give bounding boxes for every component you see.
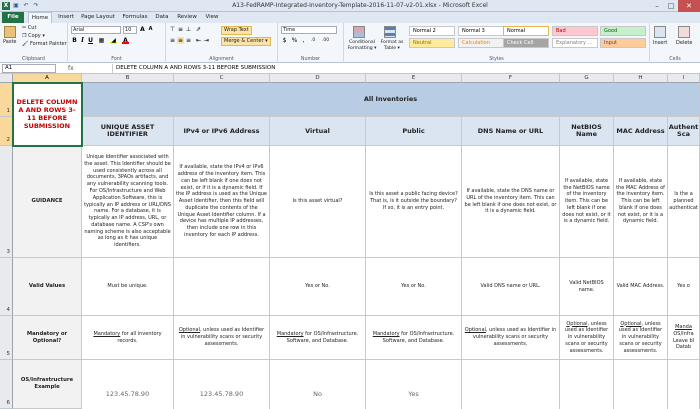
mandatory-cell[interactable] — [270, 316, 366, 360]
conditional-formatting-icon — [353, 26, 365, 38]
valid-values-cell[interactable] — [174, 258, 270, 316]
example-cell[interactable] — [668, 360, 700, 409]
mandatory-keyword: Mandatory — [93, 330, 121, 337]
undo-icon[interactable]: ↶ — [23, 2, 29, 9]
column-header-c[interactable]: C — [174, 74, 270, 83]
excel-logo-icon: X — [3, 2, 9, 9]
cut-button[interactable]: ✂ Cut — [22, 25, 37, 31]
maximize-icon[interactable]: □ — [667, 2, 675, 10]
example-cell[interactable] — [462, 360, 560, 409]
mandatory-detail: for OS/Infrastructure. Software, and Database. — [286, 330, 359, 344]
paste-button[interactable]: Paste — [3, 39, 17, 45]
guidance-cell[interactable]: Is this asset virtual? — [270, 146, 366, 258]
fill-color-icon[interactable]: ◢ — [111, 37, 116, 44]
window-controls — [650, 0, 700, 12]
column-header-h[interactable]: H — [614, 74, 668, 83]
merge-center-button[interactable]: Merge & Center ▾ — [221, 37, 271, 46]
copy-button[interactable]: ❐ Copy ▾ — [22, 33, 45, 39]
mandatory-cell[interactable] — [668, 316, 700, 360]
cell-style-check-cell[interactable]: Check Cell — [503, 38, 549, 48]
cell-style-neutral[interactable]: Neutral — [409, 38, 455, 48]
example-cell[interactable]: Yes — [366, 360, 462, 409]
cell-style-calculation[interactable]: Calculation — [458, 38, 504, 48]
quick-access-toolbar — [2, 1, 40, 11]
mandatory-cell[interactable] — [82, 316, 174, 360]
mandatory-cell[interactable] — [614, 316, 668, 360]
mandatory-text — [368, 331, 459, 345]
styles-group — [344, 23, 650, 63]
mandatory-text — [464, 327, 557, 347]
row-header-3[interactable]: 3 — [0, 146, 13, 258]
save-icon[interactable]: ▣ — [13, 2, 19, 9]
mandatory-detail: , unless used as Identifier in vulnerability scans or security assessments. — [564, 320, 609, 354]
redo-icon[interactable]: ↷ — [33, 2, 39, 9]
align-top-icon[interactable]: ⊤ — [169, 26, 176, 33]
mandatory-keyword: Mandatory — [276, 330, 304, 337]
copy-icon: ❐ — [22, 33, 27, 39]
column-header-g[interactable]: G — [560, 74, 614, 83]
bold-icon[interactable]: B — [72, 37, 77, 44]
decrease-decimal-button[interactable]: .00 — [322, 38, 330, 43]
valid-values-cell[interactable]: Yes or No. — [366, 258, 462, 316]
number-group-label: Number — [300, 57, 321, 62]
column-heading[interactable]: MAC Address — [614, 117, 668, 146]
cell-style-input[interactable]: Input — [600, 38, 646, 48]
mandatory-keyword: Optional — [464, 327, 486, 334]
mandatory-keyword: Optional — [178, 327, 200, 334]
align-left-icon[interactable]: ≡ — [169, 37, 176, 44]
tab-formulas[interactable]: Formulas — [122, 14, 148, 20]
row-header-6[interactable]: 6 — [0, 360, 13, 409]
select-all-corner[interactable] — [0, 74, 13, 83]
column-header-b[interactable]: B — [82, 74, 174, 83]
align-bottom-icon[interactable]: ⊥ — [185, 26, 192, 33]
guidance-cell[interactable]: If available, state the IPv4 or IPv6 address of the inventory item. This can be left blank if one does not exist, or if it is a dynamic field. If the IP address is used as the Unique Asset Identifier, then this field will duplicate the contents of the Unique Asset Identifier column. If a device has multiple IP addresses, then include one row in this inventory for each IP address. — [174, 146, 270, 258]
font-group — [68, 23, 166, 63]
number-group — [278, 23, 344, 63]
column-heading[interactable]: IPv4 or IPv6 Address — [174, 117, 270, 146]
scissors-icon: ✂ — [22, 25, 27, 31]
example-cell[interactable]: 123.45.78.90 — [174, 360, 270, 409]
wrap-text-button[interactable]: Wrap Text — [221, 26, 252, 35]
mandatory-text — [562, 321, 611, 355]
italic-icon[interactable]: I — [81, 37, 84, 44]
insert-cells-button[interactable]: Insert — [653, 40, 668, 46]
mandatory-keyword: Manda — [675, 323, 692, 330]
mandatory-text — [84, 331, 171, 345]
example-cell[interactable] — [614, 360, 668, 409]
mandatory-keyword: Optional — [566, 320, 588, 327]
paste-icon[interactable] — [4, 26, 16, 38]
row-header-5[interactable]: 5 — [0, 316, 13, 360]
brush-icon: 🖌 — [22, 41, 29, 47]
tab-view[interactable]: View — [205, 14, 219, 20]
currency-icon[interactable]: $ — [282, 37, 287, 44]
column-heading[interactable]: Public — [366, 117, 462, 146]
align-middle-icon[interactable]: ≡ — [177, 26, 184, 33]
clipboard-group-label: Clipboard — [22, 57, 45, 62]
mandatory-detail: for OS/Infrastructure. Software, and Database. — [382, 330, 455, 344]
window-title: A13-FedRAMP-Integrated-Inventory-Template-2016-11-07-v2-01.xlsx - Microsoft Excel — [232, 2, 488, 9]
formula-input[interactable]: DELETE COLUMN A AND ROWS 3-11 BEFORE SUBMISSION — [112, 64, 692, 73]
mandatory-keyword: Optional — [620, 320, 642, 327]
cells-group — [650, 23, 700, 63]
mandatory-detail: OS/Infra Leave bl Datab — [672, 330, 695, 351]
font-group-label: Font — [111, 57, 122, 62]
percent-button[interactable]: % — [291, 37, 298, 44]
cell-style-normal[interactable]: Normal — [503, 26, 549, 36]
tab-data[interactable]: Data — [155, 14, 169, 20]
guidance-cell[interactable]: Unique Identifier associated with the asset. This Identifier should be used consistently across all documents, 3PAOs artifacts, and any vulnerability scanning tools. For OS/Infrastructure and Web Application Software, this is typically an IP address or URL/DNS name. For a database, it is typically an IP address, URL, or database name. A CSP's own naming scheme is also acceptable as long as it has unique identifiers. — [82, 146, 174, 258]
guidance-label[interactable]: GUIDANCE — [13, 146, 82, 258]
valid-values-cell[interactable]: Valid MAC Address. — [614, 258, 668, 316]
guidance-cell[interactable]: If available, state the NetBIOS name of the inventory item. This can be left blank if one does not exist, or it is a dynamic field. — [560, 146, 614, 258]
row-header-1[interactable]: 1 — [0, 83, 13, 117]
title-bar — [0, 0, 700, 12]
shrink-font-icon[interactable]: A — [148, 26, 153, 32]
guidance-cell[interactable]: If available, state the MAC Address of the inventory item. This can be left blank if one does not exist, or it is a dynamic field. — [614, 146, 668, 258]
valid-values-cell[interactable]: Valid DNS name or URL. — [462, 258, 560, 316]
example-cell[interactable]: 123.45.78.90 — [82, 360, 174, 409]
column-heading[interactable]: NetBIOS Name — [560, 117, 614, 146]
column-heading[interactable]: Virtual — [270, 117, 366, 146]
worksheet-grid[interactable] — [0, 74, 700, 409]
comma-button[interactable]: , — [302, 37, 305, 44]
guidance-cell[interactable]: Is the a planned authenticat — [668, 146, 700, 258]
column-header-a[interactable]: A — [13, 74, 82, 83]
minimize-icon[interactable]: – — [655, 2, 659, 10]
orientation-icon[interactable]: ⇗ — [195, 26, 202, 33]
mandatory-detail: , unless used as Identifier in vulnerability scans or security assessments. — [472, 327, 557, 347]
example-cell[interactable]: No — [270, 360, 366, 409]
format-as-table-button[interactable]: Format as Table ▾ — [380, 40, 404, 51]
mandatory-detail: , unless used as Identifier in vulnerability scans or security assessments. — [180, 327, 265, 347]
mandatory-label[interactable]: Mandatory or Optional? — [13, 316, 82, 360]
decrease-indent-icon[interactable]: ⇤ — [195, 37, 202, 44]
valid-values-cell[interactable]: Valid NetBIOS name. — [560, 258, 614, 316]
all-inventories-header[interactable]: All Inventories — [82, 83, 700, 117]
column-header-d[interactable]: D — [270, 74, 366, 83]
format-as-table-icon — [384, 26, 396, 38]
insert-cells-icon — [654, 26, 666, 38]
mandatory-cell[interactable] — [366, 316, 462, 360]
cell-style-normal-2[interactable]: Normal 2 — [409, 26, 455, 36]
borders-icon[interactable]: ▦ — [98, 37, 105, 44]
grow-font-icon[interactable]: A — [140, 26, 145, 33]
font-name-select[interactable]: Arial — [71, 26, 121, 34]
cell-a1-delete-notice[interactable]: DELETE COLUMN A AND ROWS 3-11 BEFORE SUBMISSION — [13, 83, 82, 146]
guidance-cell[interactable]: Is this asset a public facing device? That is, is it outside the boundary? If so, it is an entry point. — [366, 146, 462, 258]
column-heading[interactable]: Authent Sca — [668, 117, 700, 146]
mandatory-detail: for all inventory records. — [117, 330, 162, 344]
valid-values-cell[interactable]: Yes o — [668, 258, 700, 316]
close-icon[interactable]: ✕ — [678, 0, 700, 12]
name-box[interactable]: A1 — [2, 64, 56, 73]
mandatory-text — [176, 327, 267, 347]
column-heading[interactable]: UNIQUE ASSET IDENTIFIER — [82, 117, 174, 146]
styles-group-label: Styles — [489, 57, 504, 62]
ribbon-tabs — [0, 12, 700, 23]
tab-insert[interactable]: Insert — [58, 14, 74, 20]
mandatory-detail: , unless used as Identifier in vulnerability scans or security assessments. — [618, 320, 663, 354]
increase-decimal-button[interactable]: .0 — [311, 38, 316, 43]
valid-values-label[interactable]: Valid Values — [13, 258, 82, 316]
cells-group-label: Cells — [669, 57, 681, 62]
format-painter-button[interactable]: 🖌 Format Painter — [22, 41, 67, 47]
font-color-icon[interactable]: A — [123, 37, 128, 44]
mandatory-cell[interactable] — [560, 316, 614, 360]
delete-cells-button[interactable]: Delete — [676, 40, 693, 46]
number-format-select[interactable]: Time — [281, 26, 337, 34]
cell-style-explanatory[interactable]: Explanatory ... — [552, 38, 598, 48]
cell-style-normal-3[interactable]: Normal 3 — [458, 26, 504, 36]
column-header-i[interactable]: I — [668, 74, 700, 83]
delete-cells-icon — [678, 26, 690, 38]
clipboard-group — [0, 23, 68, 63]
underline-icon[interactable]: U — [88, 37, 93, 44]
column-header-e[interactable]: E — [366, 74, 462, 83]
mandatory-text — [616, 321, 665, 355]
guidance-cell[interactable]: If available, state the DNS name or URL of the inventory item. This can be left blank if one does not exist, or it is a dynamic field. — [462, 146, 560, 258]
tab-home[interactable]: Home — [28, 12, 52, 23]
align-center-icon[interactable]: ≡ — [177, 37, 184, 44]
alignment-group-label: Alignment — [209, 57, 234, 62]
mandatory-text — [272, 331, 363, 345]
cell-style-good[interactable]: Good — [600, 26, 646, 36]
tab-review[interactable]: Review — [177, 14, 197, 20]
mandatory-cell[interactable] — [462, 316, 560, 360]
example-cell[interactable] — [560, 360, 614, 409]
valid-values-cell[interactable]: Must be unique. — [82, 258, 174, 316]
conditional-formatting-button[interactable]: Conditional Formatting ▾ — [347, 40, 377, 51]
formula-bar — [0, 63, 700, 74]
column-heading[interactable]: DNS Name or URL — [462, 117, 560, 146]
mandatory-cell[interactable] — [174, 316, 270, 360]
column-header-f[interactable]: F — [462, 74, 560, 83]
valid-values-cell[interactable]: Yes or No. — [270, 258, 366, 316]
font-size-select[interactable]: 10 — [123, 26, 137, 34]
example-label[interactable]: OS/Infrastructure Example — [13, 360, 82, 409]
insert-function-icon[interactable]: fx — [68, 65, 74, 72]
increase-indent-icon[interactable]: ⇥ — [203, 37, 210, 44]
align-right-icon[interactable]: ≡ — [185, 37, 192, 44]
cell-style-bad[interactable]: Bad — [552, 26, 598, 36]
alignment-group — [166, 23, 278, 63]
mandatory-text — [670, 324, 697, 351]
row-header-2[interactable]: 2 — [0, 117, 13, 146]
ribbon — [0, 23, 700, 63]
tab-page-layout[interactable]: Page Layout — [81, 14, 115, 20]
tab-file[interactable]: File — [2, 12, 24, 23]
mandatory-keyword: Mandatory — [372, 330, 400, 337]
row-header-4[interactable]: 4 — [0, 258, 13, 316]
